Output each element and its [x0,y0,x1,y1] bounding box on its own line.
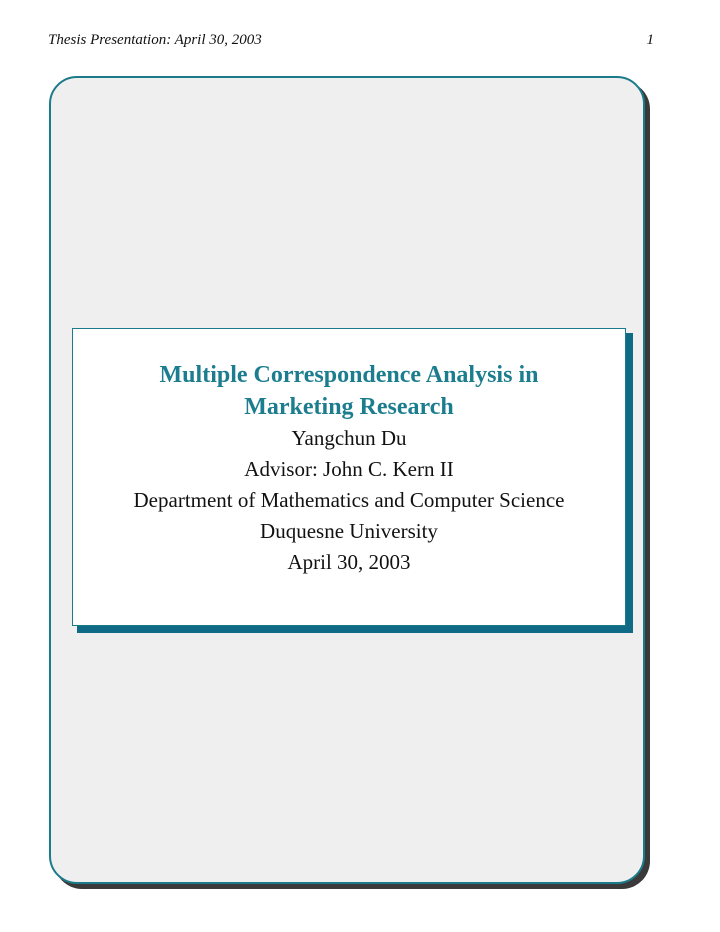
university-name: Duquesne University [260,519,438,543]
page-number: 1 [646,32,654,48]
slide-title-line-1: Multiple Correspondence Analysis in [159,362,539,388]
presentation-date: April 30, 2003 [287,550,411,574]
department-name: Department of Mathematics and Computer Science [133,488,565,512]
advisor-name: Advisor: John C. Kern II [244,457,454,481]
slide-title-line-2: Marketing Research [244,394,454,420]
title-box [72,328,626,626]
running-header: Thesis Presentation: April 30, 2003 [48,32,262,48]
author-name: Yangchun Du [291,426,407,450]
